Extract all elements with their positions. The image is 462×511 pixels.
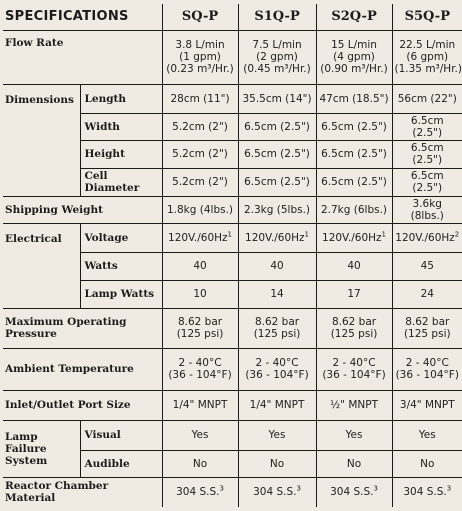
max-pressure-label-line1: Maximum Operating <box>5 316 127 328</box>
specifications-table <box>3 4 462 507</box>
port-size-value: 3/4" MNPT <box>392 390 462 420</box>
voltage-value <box>238 223 316 252</box>
temp-fahrenheit: (36 - 104°F) <box>322 369 386 381</box>
temp-fahrenheit: (36 - 104°F) <box>168 369 232 381</box>
cell-diameter-value: 6.5cm (2.5") <box>392 168 462 196</box>
port-size-value: 1/4" MNPT <box>238 390 316 420</box>
max-pressure-row <box>3 308 462 348</box>
reactor-chamber-value <box>392 477 462 507</box>
temp-fahrenheit: (36 - 104°F) <box>245 369 309 381</box>
port-size-value: 1/4" MNPT <box>162 390 238 420</box>
visual-value: Yes <box>238 420 316 450</box>
flow-rate-value <box>316 30 392 84</box>
cell-diameter-label: Cell Diameter <box>80 168 162 196</box>
pressure-bar: 8.62 bar <box>254 316 300 328</box>
max-pressure-value <box>162 308 238 348</box>
material-text: 304 S.S. <box>176 486 220 499</box>
lamp-watts-label: Lamp Watts <box>80 280 162 308</box>
footnote-marker: 1 <box>381 230 386 238</box>
width-value: 6.5cm (2.5") <box>238 113 316 140</box>
lamp-failure-label-line2: Failure <box>5 442 47 455</box>
audible-value: No <box>316 450 392 477</box>
voltage-text: 120V./60Hz <box>168 231 228 244</box>
shipping-weight-row <box>3 196 462 223</box>
length-value: 47cm (18.5") <box>316 84 392 113</box>
width-label: Width <box>80 113 162 140</box>
specifications-heading: SPECIFICATIONS <box>3 4 162 30</box>
height-label: Height <box>80 140 162 168</box>
ambient-temperature-value <box>316 348 392 390</box>
model-s1q-p: S1Q-P <box>238 4 316 30</box>
flow-m3: (0.45 m³/Hr.) <box>243 63 311 75</box>
flow-m3: (1.35 m³/Hr.) <box>394 63 462 75</box>
footnote-marker: 3 <box>296 484 301 493</box>
visual-value: Yes <box>162 420 238 450</box>
material-text: 304 S.S. <box>403 486 447 499</box>
flow-gpm: (2 gpm) <box>256 51 298 63</box>
cell-diameter-value: 6.5cm (2.5") <box>316 168 392 196</box>
temp-celsius: 2 - 40°C <box>405 357 449 369</box>
header-row <box>3 4 462 30</box>
footnote-marker: 2 <box>454 230 460 238</box>
height-value: 6.5cm (2.5") <box>316 140 392 168</box>
voltage-value <box>392 223 462 252</box>
length-value: 35.5cm (14") <box>238 84 316 113</box>
visual-value: Yes <box>392 420 462 450</box>
model-s5q-p: S5Q-P <box>392 4 462 30</box>
footnote-marker: 3 <box>219 484 224 493</box>
temp-celsius: 2 - 40°C <box>255 357 299 369</box>
dimensions-label: Dimensions <box>3 84 80 196</box>
port-size-row <box>3 390 462 420</box>
port-size-label: Inlet/Outlet Port Size <box>3 390 162 420</box>
pressure-bar: 8.62 bar <box>177 316 223 328</box>
flow-rate-label: Flow Rate <box>3 30 162 84</box>
shipping-weight-value: 2.7kg (6lbs.) <box>316 196 392 223</box>
port-size-value: ½" MNPT <box>316 390 392 420</box>
flow-gpm: (4 gpm) <box>333 51 375 63</box>
watts-label: Watts <box>80 252 162 280</box>
flow-gpm: (6 gpm) <box>406 51 449 63</box>
max-pressure-label-line2: Pressure <box>5 328 57 340</box>
audible-value: No <box>162 450 238 477</box>
ambient-temperature-value <box>162 348 238 390</box>
lamp-watts-value: 10 <box>162 280 238 308</box>
flow-lpm: 22.5 L/min <box>399 39 456 51</box>
lamp-watts-value: 14 <box>238 280 316 308</box>
voltage-text: 120V./60Hz <box>245 231 305 244</box>
cell-diameter-value: 6.5cm (2.5") <box>238 168 316 196</box>
voltage-text: 120V./60Hz <box>395 231 455 244</box>
footnote-marker: 1 <box>304 230 309 238</box>
flow-lpm: 7.5 L/min <box>252 39 302 51</box>
ambient-temperature-label: Ambient Temperature <box>3 348 162 390</box>
width-value: 6.5cm (2.5") <box>316 113 392 140</box>
watts-value: 40 <box>162 252 238 280</box>
cell-diameter-value: 5.2cm (2") <box>162 168 238 196</box>
voltage-label: Voltage <box>80 223 162 252</box>
flow-rate-value <box>238 30 316 84</box>
watts-value: 40 <box>316 252 392 280</box>
max-pressure-value <box>316 308 392 348</box>
footnote-marker: 3 <box>446 484 452 493</box>
audible-value: No <box>238 450 316 477</box>
flow-rate-value <box>392 30 462 84</box>
shipping-weight-value: 2.3kg (5lbs.) <box>238 196 316 223</box>
model-s2q-p: S2Q-P <box>316 4 392 30</box>
voltage-value <box>162 223 238 252</box>
reactor-chamber-value <box>162 477 238 507</box>
shipping-weight-label: Shipping Weight <box>3 196 162 223</box>
lamp-watts-value: 24 <box>392 280 462 308</box>
max-pressure-label <box>3 308 162 348</box>
length-value: 28cm (11") <box>162 84 238 113</box>
temp-celsius: 2 - 40°C <box>332 357 376 369</box>
reactor-chamber-value <box>238 477 316 507</box>
reactor-chamber-value <box>316 477 392 507</box>
max-pressure-value <box>392 308 462 348</box>
ambient-temperature-row <box>3 348 462 390</box>
flow-m3: (0.23 m³/Hr.) <box>166 63 234 75</box>
lamp-watts-value: 17 <box>316 280 392 308</box>
flow-rate-row <box>3 30 462 84</box>
pressure-psi: (125 psi) <box>330 328 378 340</box>
ambient-temperature-value <box>238 348 316 390</box>
electrical-voltage-row <box>3 223 462 252</box>
flow-m3: (0.90 m³/Hr.) <box>320 63 388 75</box>
pressure-psi: (125 psi) <box>253 328 301 340</box>
height-value: 5.2cm (2") <box>162 140 238 168</box>
width-value: 6.5cm (2.5") <box>392 113 462 140</box>
material-text: 304 S.S. <box>253 486 297 499</box>
flow-gpm: (1 gpm) <box>179 51 221 63</box>
max-pressure-value <box>238 308 316 348</box>
length-value: 56cm (22") <box>392 84 462 113</box>
visual-value: Yes <box>316 420 392 450</box>
shipping-weight-value: 1.8kg (4lbs.) <box>162 196 238 223</box>
lamp-failure-label-line3: System <box>5 454 48 467</box>
ambient-temperature-value <box>392 348 462 390</box>
footnote-marker: 3 <box>373 484 378 493</box>
temp-celsius: 2 - 40°C <box>178 357 222 369</box>
lamp-failure-label-line1: Lamp <box>5 430 38 443</box>
electrical-label: Electrical <box>3 223 80 308</box>
dimensions-length-row <box>3 84 462 113</box>
reactor-chamber-row <box>3 477 462 507</box>
temp-fahrenheit: (36 - 104°F) <box>395 369 459 381</box>
audible-label: Audible <box>80 450 162 477</box>
shipping-weight-value: 3.6kg (8lbs.) <box>392 196 462 223</box>
pressure-psi: (125 psi) <box>176 328 224 340</box>
lamp-failure-label <box>3 420 80 477</box>
length-label: Length <box>80 84 162 113</box>
reactor-chamber-label: Reactor Chamber Material <box>3 477 162 507</box>
flow-lpm: 15 L/min <box>331 39 377 51</box>
footnote-marker: 1 <box>227 230 232 238</box>
height-value: 6.5cm (2.5") <box>392 140 462 168</box>
audible-value: No <box>392 450 462 477</box>
width-value: 5.2cm (2") <box>162 113 238 140</box>
model-sq-p: SQ-P <box>162 4 238 30</box>
flow-lpm: 3.8 L/min <box>175 39 225 51</box>
pressure-psi: (125 psi) <box>403 328 451 340</box>
visual-label: Visual <box>80 420 162 450</box>
watts-value: 40 <box>238 252 316 280</box>
height-value: 6.5cm (2.5") <box>238 140 316 168</box>
lamp-failure-visual-row <box>3 420 462 450</box>
flow-rate-value <box>162 30 238 84</box>
voltage-value <box>316 223 392 252</box>
pressure-bar: 8.62 bar <box>331 316 377 328</box>
pressure-bar: 8.62 bar <box>405 316 450 328</box>
voltage-text: 120V./60Hz <box>322 231 382 244</box>
watts-value: 45 <box>392 252 462 280</box>
material-text: 304 S.S. <box>330 486 374 499</box>
